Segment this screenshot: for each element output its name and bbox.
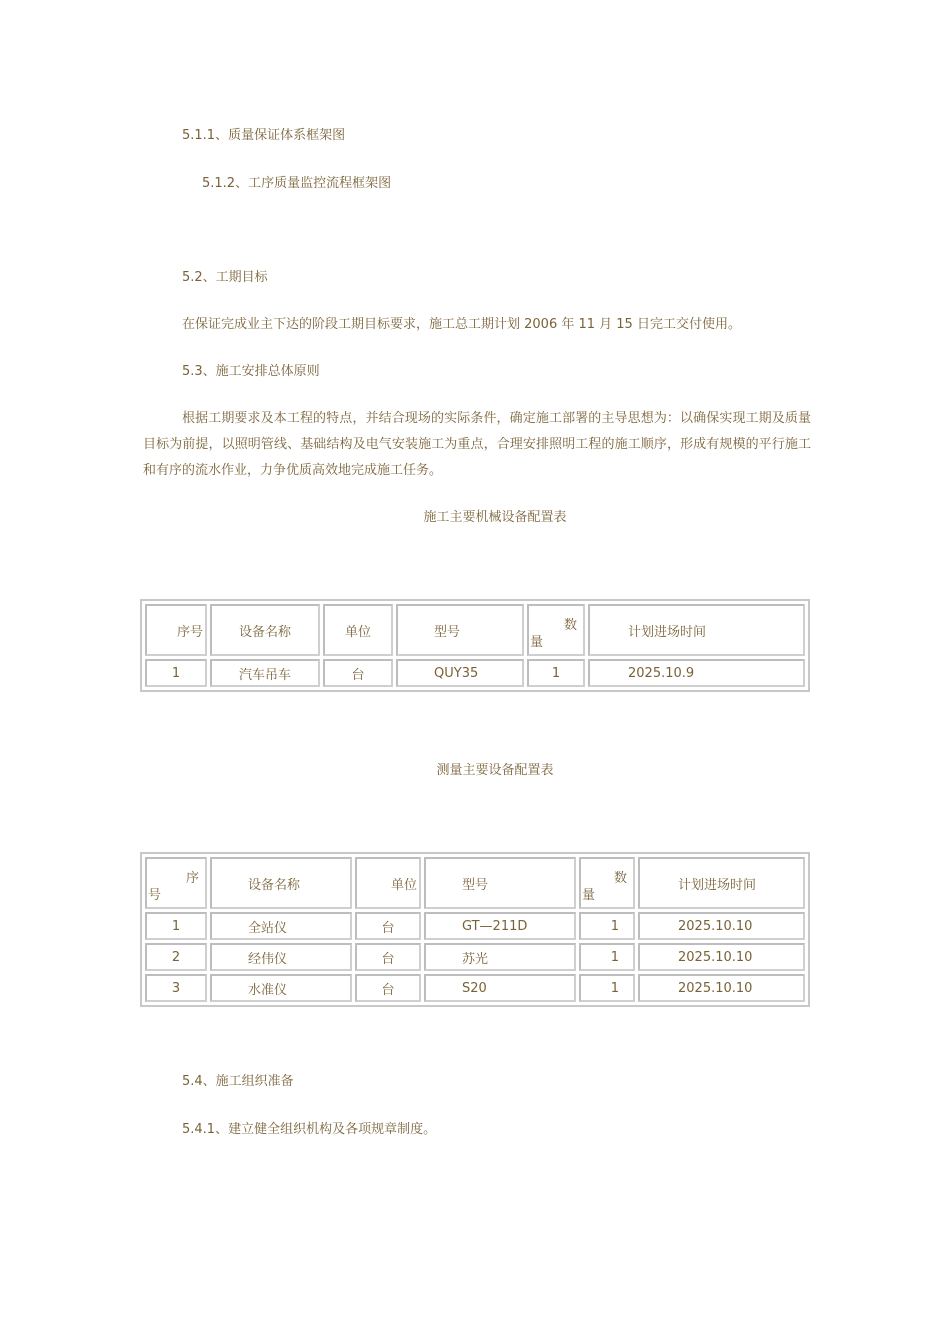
cell-unit: 台 — [355, 912, 421, 940]
table-header-row — [145, 604, 805, 656]
cell-qty: 1 — [579, 943, 635, 971]
header-date: 计划进场时间 — [638, 857, 805, 909]
header-qty — [527, 604, 585, 656]
cell-name: 水准仪 — [210, 974, 352, 1002]
cell-date: 2025.10.10 — [638, 974, 805, 1002]
header-qty — [579, 857, 635, 909]
header-qty-bottom: 量 — [582, 888, 596, 903]
header-no-bottom: 号 — [148, 888, 162, 903]
cell-qty: 1 — [579, 974, 635, 1002]
header-model: 型号 — [396, 604, 524, 656]
cell-unit: 台 — [355, 974, 421, 1002]
cell-no: 1 — [145, 912, 207, 940]
heading-5-1-2: 5.1.2、工序质量监控流程框架图 — [202, 176, 392, 191]
heading-5-3: 5.3、施工安排总体原则 — [182, 364, 320, 379]
paragraph-5-3: 根据工期要求及本工程的特点，并结合现场的实际条件，确定施工部署的主导思想为：以确保实现工期及质量目标为前提，以照明管线、基础结构及电气安装施工为重点，合理安排照明工程的施工顺序，形成有规模的平行施工和有序的流水作业，力争优质高效地完成施工任务。 — [143, 411, 811, 478]
header-qty-bottom: 量 — [530, 635, 544, 650]
heading-5-4-1: 5.4.1、建立健全组织机构及各项规章制度。 — [182, 1122, 437, 1137]
cell-date: 2025.10.10 — [638, 943, 805, 971]
table2-caption: 测量主要设备配置表 — [436, 763, 554, 778]
cell-name: 汽车吊车 — [210, 659, 320, 687]
survey-equipment-table — [140, 852, 810, 1007]
cell-date: 2025.10.9 — [588, 659, 805, 687]
header-model: 型号 — [424, 857, 576, 909]
header-no: 序号 — [145, 604, 207, 656]
header-name: 设备名称 — [210, 857, 352, 909]
cell-no: 3 — [145, 974, 207, 1002]
cell-qty: 1 — [579, 912, 635, 940]
cell-qty: 1 — [527, 659, 585, 687]
paragraph-5-2: 在保证完成业主下达的阶段工期目标要求，施工总工期计划 2006 年 11 月 15 日完工交付使用。 — [182, 317, 741, 332]
header-date: 计划进场时间 — [588, 604, 805, 656]
table-row — [145, 974, 805, 1002]
cell-name: 全站仪 — [210, 912, 352, 940]
header-qty-top: 数 — [563, 618, 577, 633]
heading-5-4: 5.4、施工组织准备 — [182, 1074, 294, 1089]
heading-5-1-1: 5.1.1、质量保证体系框架图 — [182, 128, 346, 143]
table-header-row — [145, 857, 805, 909]
cell-model: S20 — [424, 974, 576, 1002]
heading-5-2: 5.2、工期目标 — [182, 270, 268, 285]
header-unit: 单位 — [355, 857, 421, 909]
header-no — [145, 857, 207, 909]
table-row — [145, 943, 805, 971]
header-no-top: 序 — [185, 871, 199, 886]
table-row — [145, 659, 805, 687]
cell-no: 1 — [145, 659, 207, 687]
cell-model: 苏光 — [424, 943, 576, 971]
cell-date: 2025.10.10 — [638, 912, 805, 940]
header-unit: 单位 — [323, 604, 393, 656]
table1-caption: 施工主要机械设备配置表 — [423, 510, 567, 525]
cell-unit: 台 — [355, 943, 421, 971]
cell-unit: 台 — [323, 659, 393, 687]
header-name: 设备名称 — [210, 604, 320, 656]
cell-model: QUY35 — [396, 659, 524, 687]
machinery-table — [140, 599, 810, 692]
cell-model: GT—211D — [424, 912, 576, 940]
cell-no: 2 — [145, 943, 207, 971]
cell-name: 经伟仪 — [210, 943, 352, 971]
header-qty-top: 数 — [613, 871, 627, 886]
table-row — [145, 912, 805, 940]
